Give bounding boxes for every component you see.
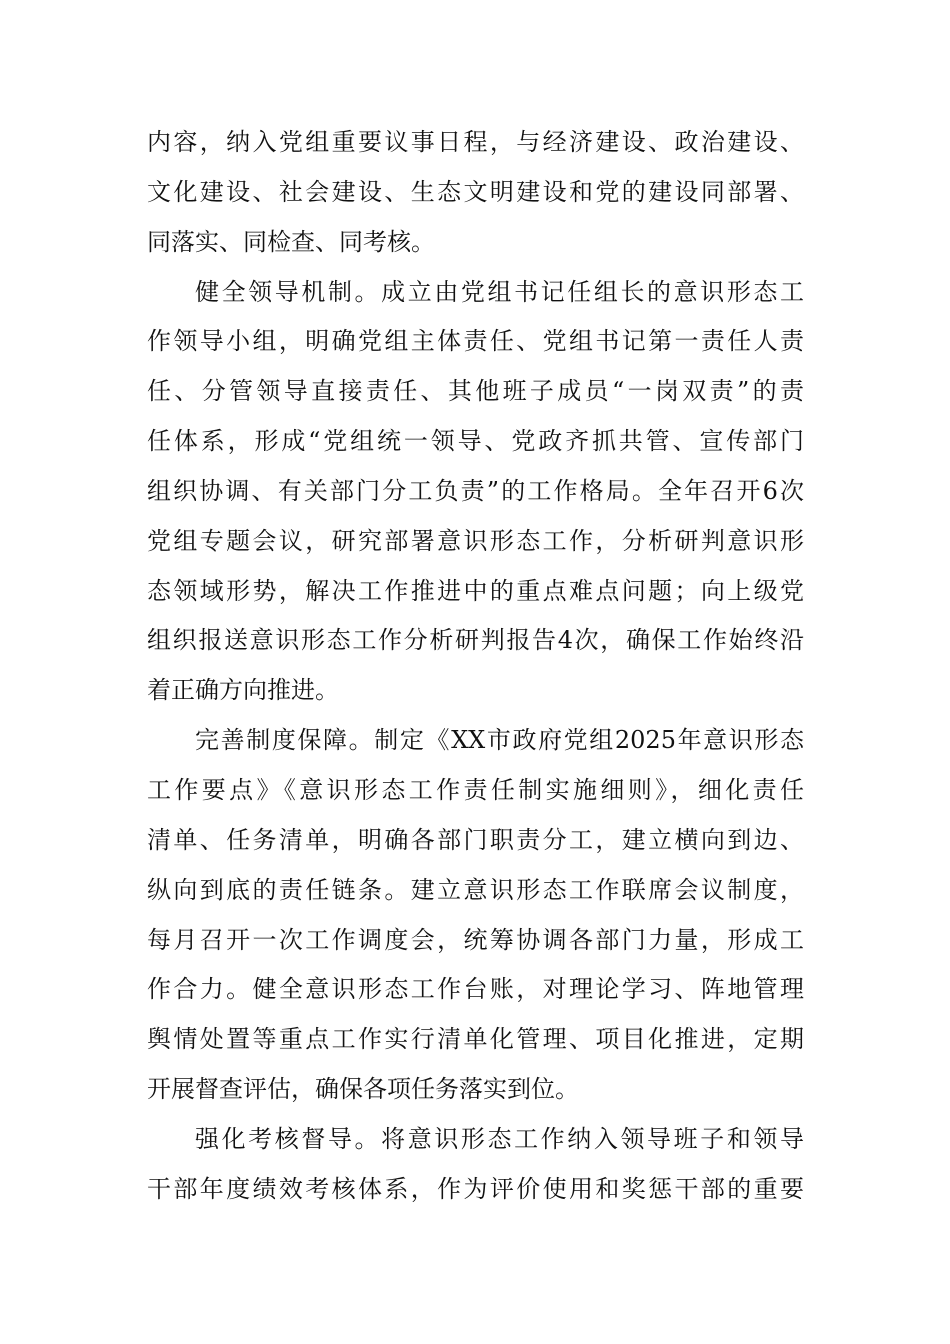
text-line: 任体系，形成“党组统一领导、党政齐抓共管、宣传部门 xyxy=(147,427,804,456)
text-line: 健全领导机制。成立由党组书记任组长的意识形态工 xyxy=(195,277,804,306)
text-line: 组织协调、有关部门分工负责”的工作格局。全年召开6次 xyxy=(147,476,804,505)
text-line: 干部年度绩效考核体系，作为评价使用和奖惩干部的重要 xyxy=(147,1174,804,1203)
text-line: 组织报送意识形态工作分析研判报告4次，确保工作始终沿 xyxy=(147,626,804,655)
text-line: 作合力。健全意识形态工作台账，对理论学习、阵地管理 xyxy=(147,975,804,1004)
paragraph xyxy=(147,118,804,268)
text-line: 完善制度保障。制定《XX市政府党组2025年意识形态 xyxy=(195,726,804,755)
text-line: 任、分管领导直接责任、其他班子成员“一岗双责”的责 xyxy=(147,377,804,406)
text-line: 内容，纳入党组重要议事日程，与经济建设、政治建设、 xyxy=(147,128,804,156)
text-line: 同落实、同检查、同考核。 xyxy=(147,227,435,256)
text-line: 强化考核督导。将意识形态工作纳入领导班子和领导 xyxy=(195,1124,804,1153)
text-line: 作领导小组，明确党组主体责任、党组书记第一责任人责 xyxy=(147,327,804,356)
text-line: 着正确方向推进。 xyxy=(147,676,339,705)
text-line: 纵向到底的责任链条。建立意识形态工作联席会议制度， xyxy=(147,875,804,904)
document-body xyxy=(147,118,804,1215)
text-line: 工作要点》《意识形态工作责任制实施细则》，细化责任 xyxy=(147,775,804,804)
paragraph xyxy=(147,1115,804,1215)
paragraph xyxy=(147,716,804,1115)
text-line: 舆情处置等重点工作实行清单化管理、项目化推进，定期 xyxy=(147,1025,804,1054)
text-line: 党组专题会议，研究部署意识形态工作，分析研判意识形 xyxy=(147,526,804,555)
text-line: 清单、任务清单，明确各部门职责分工，建立横向到边、 xyxy=(147,825,804,854)
text-line: 文化建设、社会建设、生态文明建设和党的建设同部署、 xyxy=(147,177,804,206)
text-line: 态领域形势，解决工作推进中的重点难点问题；向上级党 xyxy=(147,576,804,605)
text-line: 开展督查评估，确保各项任务落实到位。 xyxy=(147,1075,579,1104)
text-line: 每月召开一次工作调度会，统筹协调各部门力量，形成工 xyxy=(147,925,804,954)
paragraph xyxy=(147,268,804,717)
